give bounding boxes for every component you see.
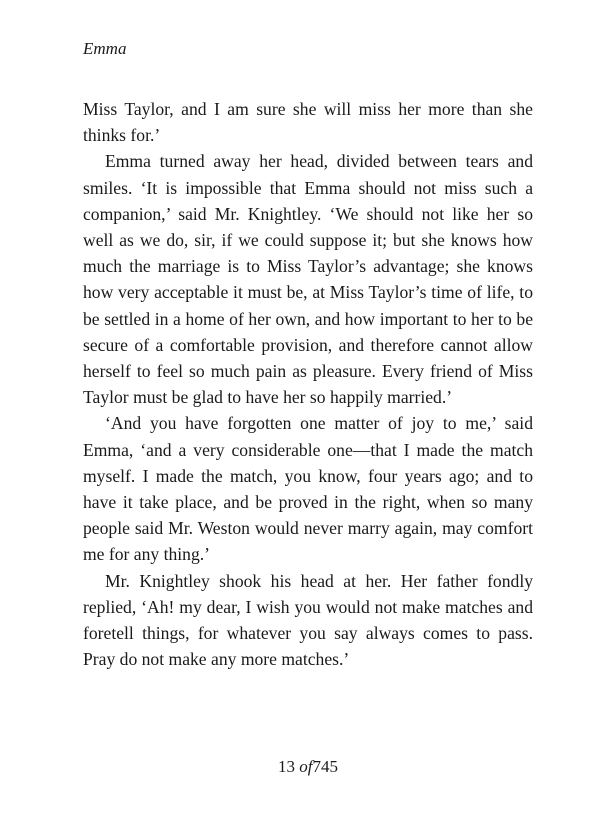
running-header-title: Emma <box>83 39 127 58</box>
paragraph-4: Mr. Knightley shook his head at her. Her father fondly replied, ‘Ah! my dear, I wish you would not make matches and foretell things, for whatever you say always comes to pass. Pray do not make any more matches.’ <box>83 570 533 670</box>
total-pages-number: 745 <box>312 757 338 776</box>
paragraph-2: Emma turned away her head, divided between tears and smiles. ‘It is impossible that Emma should not miss such a companion,’ said Mr. Knightley. ‘We should not like her so well as we do, sir, if we could suppose it; but she knows how much the marriage is to Miss Taylor’s advantage; she knows how very acceptable it must be, at Miss Taylor’s time of life, to be settled in a home of her own, and how important to her to be secure of a comfortable provision, and therefore cannot allow herself to feel so much pain as pleasure. Every friend of Miss Taylor must be glad to have her so happily married.’ <box>83 151 533 408</box>
body-text <box>83 96 533 672</box>
paragraph-3: ‘And you have forgotten one matter of joy to me,’ said Emma, ‘and a very considerable one—that I made the match myself. I made the match, you know, four years ago; and to have it take place, and be proved in the right, when so many people said Mr. Weston would never marry again, may comfort me for any thing.’ <box>83 413 533 565</box>
page-number-footer <box>0 755 616 779</box>
current-page-number: 13 <box>278 757 295 776</box>
page-of-label: of <box>299 757 313 776</box>
paragraph-1: Miss Taylor, and I am sure she will miss her more than she thinks for.’ <box>83 99 533 146</box>
